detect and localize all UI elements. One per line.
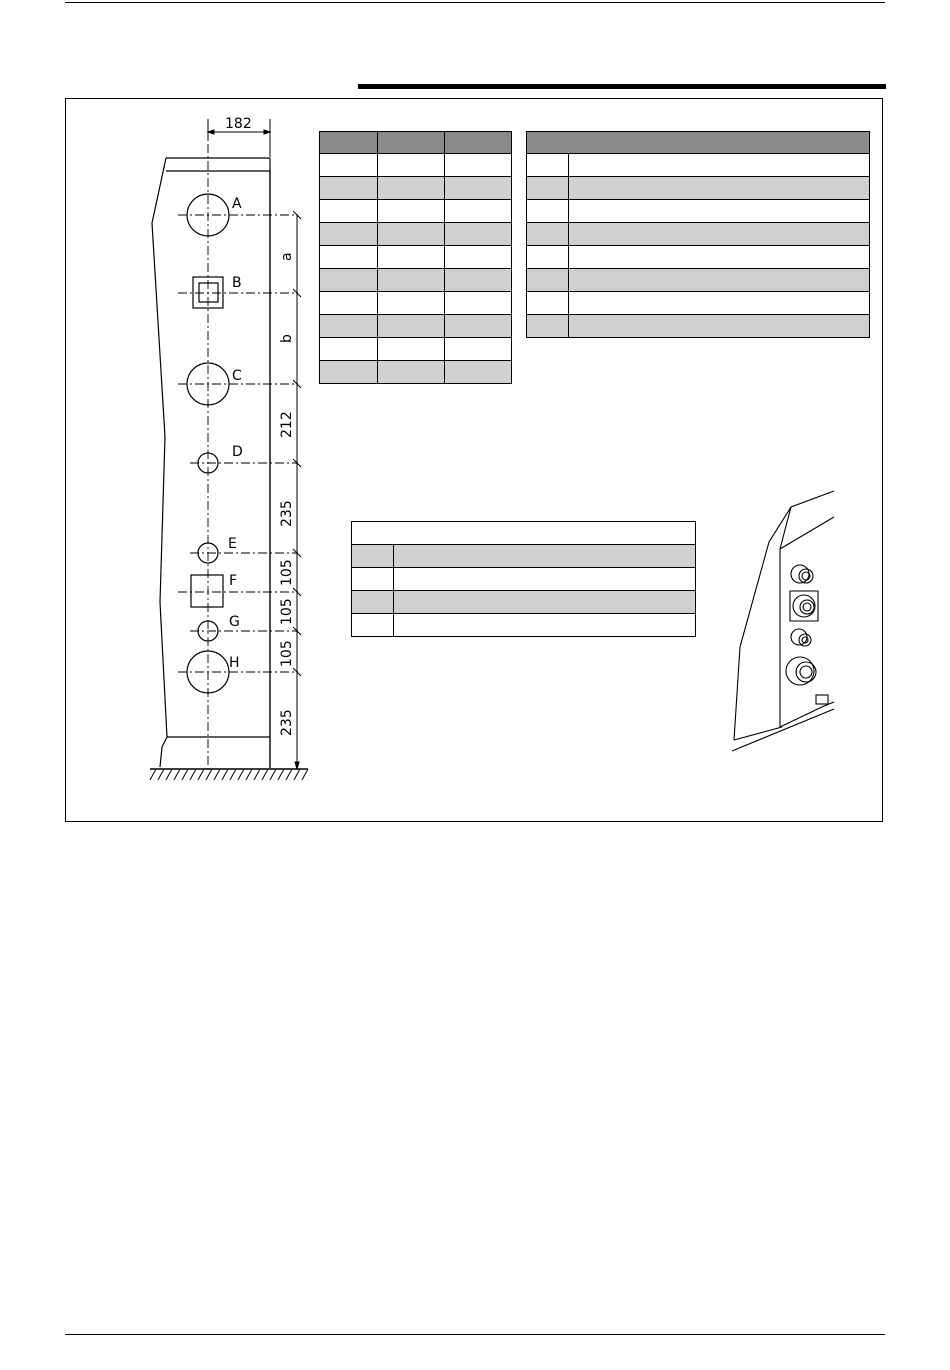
table-2	[526, 131, 870, 338]
dim-105-1: 105	[279, 559, 295, 586]
dim-105-2: 105	[279, 598, 295, 625]
figure-frame	[65, 98, 883, 822]
label-e: E	[228, 536, 237, 552]
table-row	[352, 591, 696, 614]
table-row	[320, 246, 512, 269]
dim-a: a	[279, 252, 295, 261]
dim-b: b	[279, 334, 295, 343]
table-row	[352, 614, 696, 637]
dim-235-upper: 235	[279, 500, 295, 527]
label-f: F	[229, 573, 238, 589]
table-1-header	[320, 132, 512, 154]
table-row	[527, 200, 870, 223]
table-row	[527, 292, 870, 315]
table-row	[527, 223, 870, 246]
unit-outline	[152, 158, 167, 767]
table-row	[320, 154, 512, 177]
table-row	[527, 315, 870, 338]
table-2-header	[527, 132, 870, 154]
table-3-header	[352, 522, 696, 545]
table-row	[320, 338, 512, 361]
table-row	[320, 361, 512, 384]
table-3	[351, 521, 696, 637]
table-row	[527, 269, 870, 292]
dim-212: 212	[279, 411, 295, 438]
table-row	[320, 315, 512, 338]
table-row	[320, 292, 512, 315]
table-1	[319, 131, 512, 384]
dim-235-lower: 235	[279, 709, 295, 736]
label-h: H	[229, 655, 240, 671]
table-row	[352, 545, 696, 568]
table-row	[527, 246, 870, 269]
table-row	[320, 223, 512, 246]
label-c: C	[232, 368, 242, 384]
label-b: B	[232, 275, 242, 291]
table-row	[320, 177, 512, 200]
table-row	[320, 200, 512, 223]
dim-182: 182	[225, 116, 252, 132]
page-footer-rule	[65, 1334, 885, 1335]
section-title-bar	[358, 84, 886, 89]
table-row	[527, 177, 870, 200]
dim-105-3: 105	[279, 640, 295, 667]
page-header-rule	[65, 2, 885, 3]
floor-hatching	[150, 769, 308, 780]
unit-perspective-illustration	[732, 491, 834, 751]
table-row	[527, 154, 870, 177]
connection-f	[191, 575, 223, 607]
label-g: G	[229, 614, 240, 630]
table-row	[352, 568, 696, 591]
table-row	[320, 269, 512, 292]
label-a: A	[232, 196, 242, 212]
label-d: D	[232, 444, 243, 460]
